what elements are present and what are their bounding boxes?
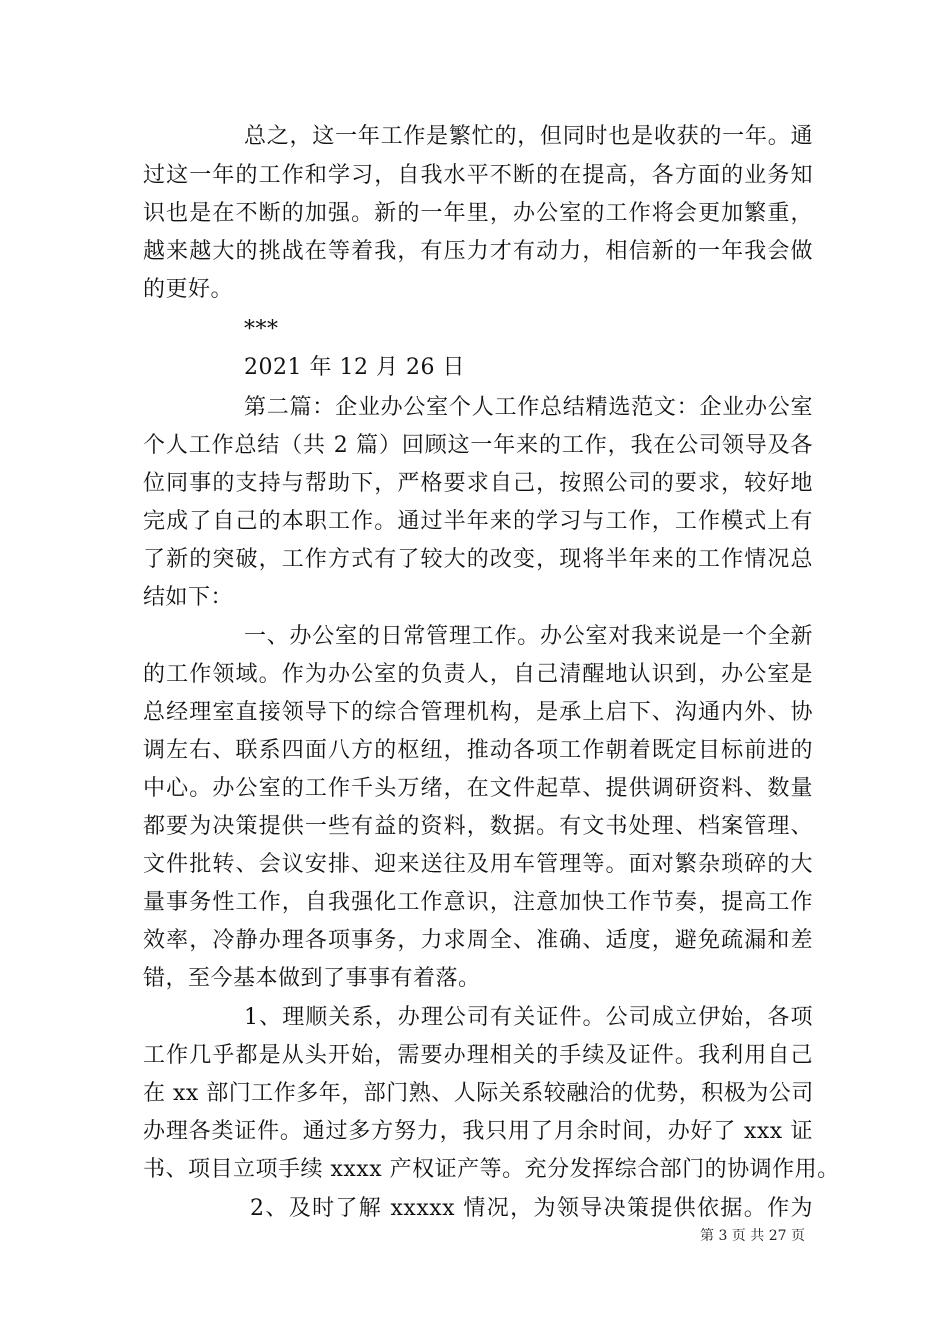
date-line: 2021 年 12 月 26 日 (244, 355, 465, 380)
page-number: 第 3 页 共 27 页 (700, 1228, 805, 1244)
text-line: 1、理顺关系，办理公司有关证件。公司成立伊始，各项 (244, 1005, 813, 1030)
text-line: 越来越大的挑战在等着我，有压力才有动力，相信新的一年我会做 (143, 239, 813, 264)
text-line: 总之，这一年工作是繁忙的，但同时也是收获的一年。通 (244, 124, 813, 149)
text-line: 结如下： (143, 585, 234, 610)
text-line: 过这一年的工作和学习，自我水平不断的在提高，各方面的业务知 (143, 163, 813, 188)
text-line: 中心。办公室的工作千头万绪，在文件起草、提供调研资料、数量 (143, 776, 813, 801)
text-line: 的工作领域。作为办公室的负责人，自己清醒地认识到，办公室是 (143, 662, 813, 687)
text-line: 完成了自己的本职工作。通过半年来的学习与工作，工作模式上有 (143, 509, 813, 534)
text-line: 都要为决策提供一些有益的资料，数据。有文书处理、档案管理、 (143, 814, 813, 839)
text-line: 了新的突破，工作方式有了较大的改变，现将半年来的工作情况总 (143, 547, 813, 572)
text-line: 文件批转、会议安排、迎来送往及用车管理等。面对繁杂琐碎的大 (143, 852, 813, 877)
text-line: 在 xx 部门工作多年，部门熟、人际关系较融洽的优势，积极为公司 (143, 1081, 814, 1106)
text-line: 的更好。 (143, 277, 234, 302)
text-line: 个人工作总结（共 2 篇）回顾这一年来的工作，我在公司领导及各 (143, 433, 813, 458)
text-line: 一、办公室的日常管理工作。办公室对我来说是一个全新 (244, 624, 813, 649)
text-line: 错，至今基本做到了事事有着落。 (143, 966, 481, 991)
signature-placeholder: *** (244, 317, 279, 342)
text-line: 调左右、联系四面八方的枢纽，推动各项工作朝着既定目标前进的 (143, 738, 813, 763)
text-line: 效率，冷静办理各项事务，力求周全、准确、适度，避免疏漏和差 (143, 928, 813, 953)
text-line: 识也是在不断的加强。新的一年里，办公室的工作将会更加繁重， (143, 201, 813, 226)
text-line: 2、及时了解 xxxxx 情况，为领导决策提供依据。作为 (250, 1196, 813, 1221)
section-heading-line: 第二篇：企业办公室个人工作总结精选范文：企业办公室 (244, 395, 813, 420)
text-line: 办理各类证件。通过多方努力，我只用了月余时间，办好了 xxx 证 (143, 1119, 813, 1144)
text-line: 量事务性工作，自我强化工作意识，注意加快工作节奏，提高工作 (143, 890, 813, 915)
text-line: 总经理室直接领导下的综合管理机构，是承上启下、沟通内外、协 (143, 700, 813, 725)
text-line: 工作几乎都是从头开始，需要办理相关的手续及证件。我利用自己 (143, 1043, 813, 1068)
text-line: 书、项目立项手续 xxxx 产权证产等。充分发挥综合部门的协调作用。 (143, 1157, 840, 1182)
text-line: 位同事的支持与帮助下，严格要求自己，按照公司的要求，较好地 (143, 471, 813, 496)
